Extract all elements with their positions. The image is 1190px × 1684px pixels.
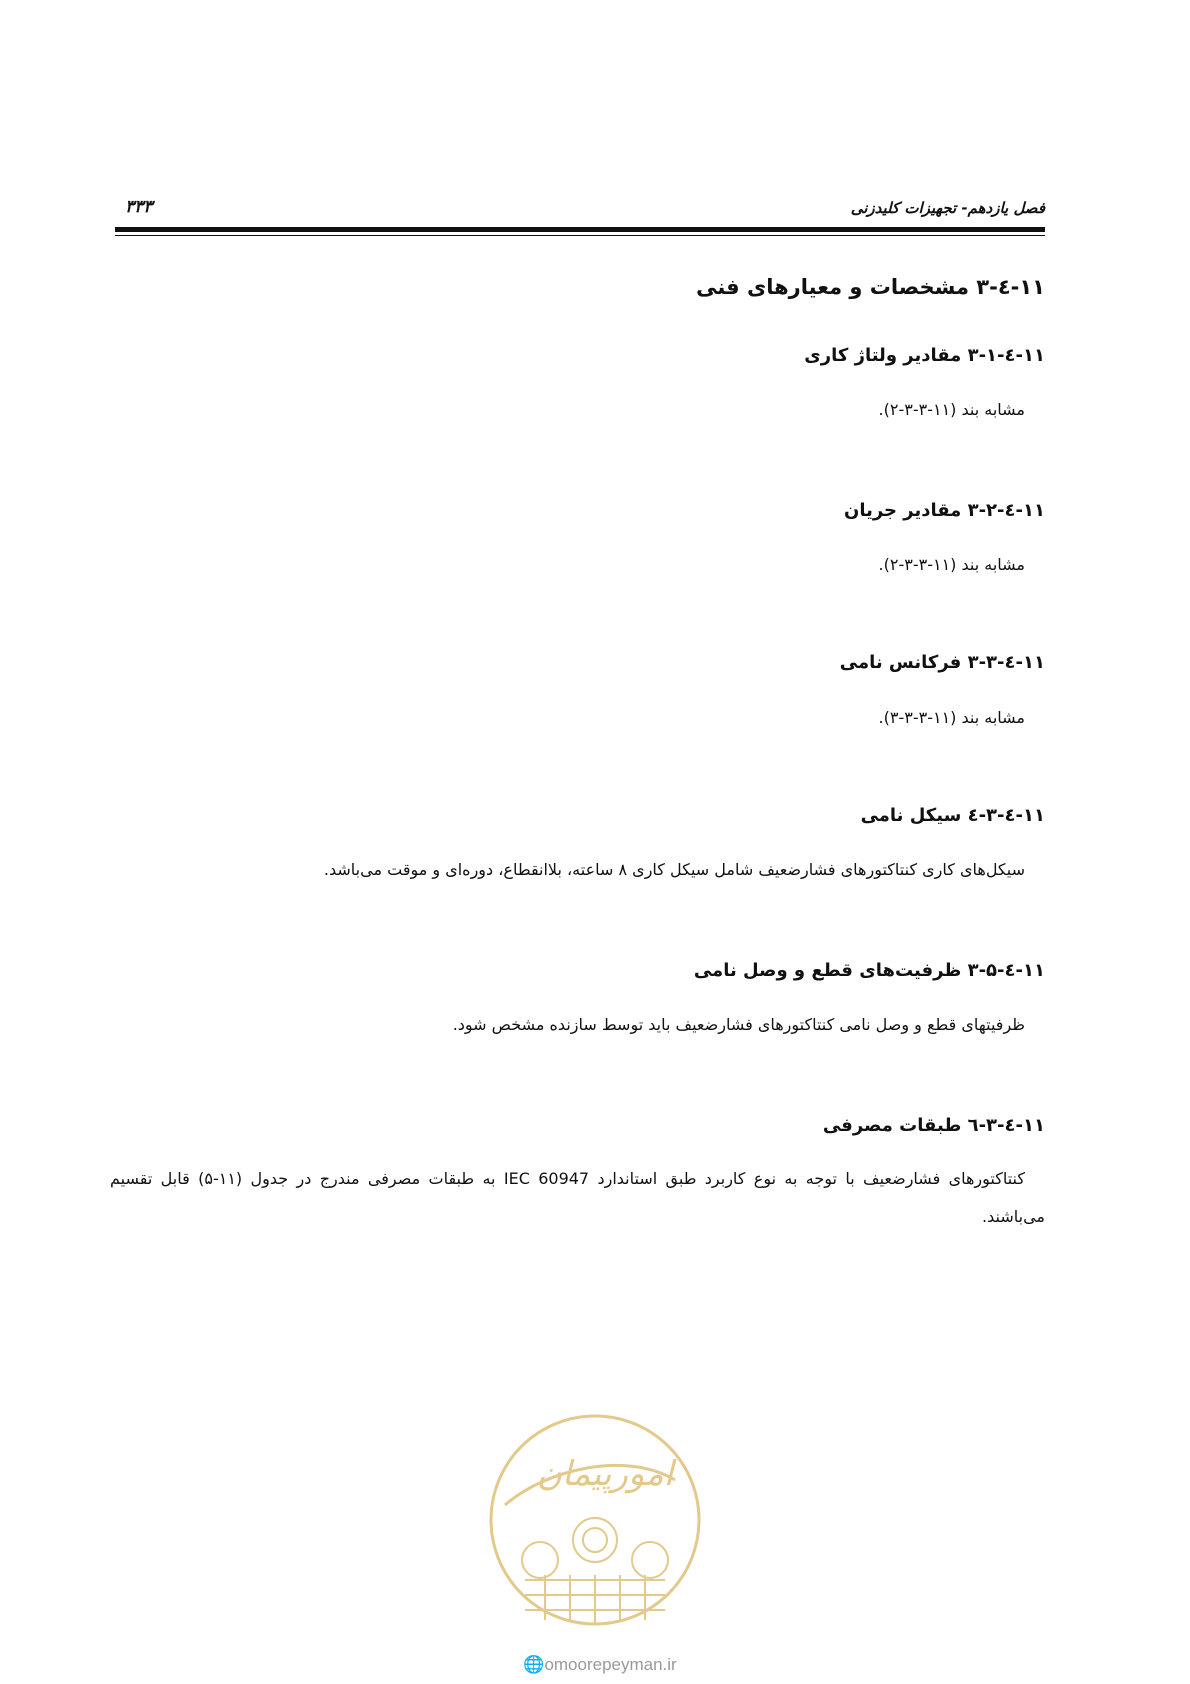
watermark-logo-text: امورپیمان <box>536 1454 674 1494</box>
subsection-text-5: ظرفیتهای قطع و وصل نامی کنتاکتورهای فشارضعیف باید توسط سازنده مشخص شود. <box>452 1015 1025 1034</box>
subsection-heading-1: ۱۱-٤-۳-۱ مقادیر ولتاژ کاری <box>804 345 1045 366</box>
subsection-text-6: کنتاکتورهای فشارضعیف با توجه به نوع کاربرد طبق استاندارد IEC 60947 به طبقات مصرفی مندرج در جدول (۱۱-۵) قابل تقسیم می‌باشند. <box>110 1169 1045 1226</box>
page-number: ۳۳۳ <box>125 197 153 217</box>
subsection-heading-4: ۱۱-٤-۳-٤ سیکل نامی <box>860 805 1045 826</box>
watermark-url: 🌐omoorepeyman.ir <box>523 1655 677 1674</box>
subsection-heading-6: ۱۱-٤-۳-٦ طبقات مصرفی <box>822 1115 1045 1136</box>
subsection-text-3: مشابه بند (۱۱-۳-۳-۳). <box>878 708 1025 727</box>
running-header <box>115 195 1045 225</box>
section-heading: ۱۱-٤-۳ مشخصات و معیارهای فنی <box>696 275 1045 299</box>
subsection-text-1: مشابه بند (۱۱-۳-۳-۲). <box>878 400 1025 419</box>
chapter-title: فصل یازدهم- تجهیزات کلیدزنی <box>850 199 1045 217</box>
subsection-heading-2: ۱۱-٤-۳-۲ مقادیر جریان <box>843 500 1045 521</box>
subsection-text-4: سیکل‌های کاری کنتاکتورهای فشارضعیف شامل سیکل کاری ۸ ساعته، بلاانقطاع، دوره‌ای و موقت می‌باشد. <box>323 860 1025 879</box>
header-rule <box>115 227 1045 232</box>
subsection-heading-3: ۱۱-٤-۳-۳ فرکانس نامی <box>839 652 1045 673</box>
header-rule-thin <box>115 235 1045 236</box>
subsection-heading-5: ۱۱-٤-۳-۵ ظرفیت‌های قطع و وصل نامی <box>693 960 1045 981</box>
watermark-logo <box>485 1410 705 1630</box>
globe-icon: 🌐 <box>523 1655 545 1674</box>
subsection-text-2: مشابه بند (۱۱-۳-۳-۲). <box>878 555 1025 574</box>
